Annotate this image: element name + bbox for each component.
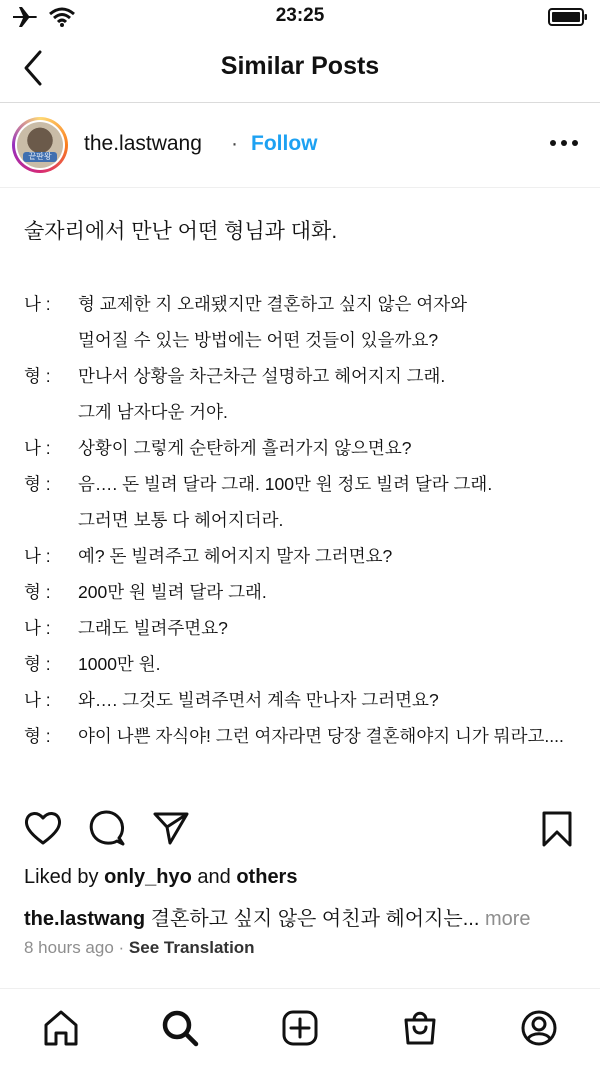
speaker-label: 형 : (24, 474, 51, 494)
avatar[interactable] (12, 117, 68, 173)
speaker-label (24, 322, 78, 358)
dialogue-line (24, 646, 594, 682)
dialogue-line (24, 682, 594, 718)
plus-square-icon[interactable] (281, 1009, 319, 1047)
dialogue (24, 286, 594, 754)
post-heading: 술자리에서 만난 어떤 형님과 대화. (24, 220, 338, 243)
dialogue-line (24, 322, 594, 358)
status-time: 23:25 (275, 5, 325, 26)
see-translation-link[interactable]: See Translation (128, 938, 255, 957)
dialogue-text: 멀어질 수 있는 방법에는 어떤 것들이 있을까요? (78, 330, 439, 350)
speaker-label: 나 : (24, 294, 51, 314)
dialogue-text: 그러면 보통 다 헤어지더라. (78, 510, 284, 530)
caption-text: 결혼하고 싶지 않은 여친과 헤어지는... (145, 908, 480, 930)
dialogue-text: 1000만 원. (78, 654, 161, 674)
dialogue-text: 만나서 상황을 차근차근 설명하고 헤어지지 그래. (78, 366, 446, 386)
speaker-label: 형 : (24, 366, 51, 386)
dialogue-text: 200만 원 빌려 달라 그래. (78, 582, 267, 602)
dialogue-line (24, 502, 594, 538)
dialogue-text: 그게 남자다운 거야. (78, 402, 228, 422)
dialogue-line (24, 286, 594, 322)
battery-icon (548, 8, 588, 26)
dialogue-text: 상황이 그렇게 순탄하게 흘러가지 않으면요? (78, 438, 412, 458)
speaker-label: 형 : (24, 654, 51, 674)
speaker-label (24, 394, 78, 430)
speaker-label: 나 : (24, 690, 51, 710)
dialogue-line (24, 610, 594, 646)
caption (24, 902, 531, 931)
nav-header (0, 34, 600, 103)
avatar-image (17, 122, 63, 168)
comment-icon[interactable] (88, 810, 126, 846)
post-username[interactable]: the.lastwang (84, 132, 202, 155)
dialogue-line (24, 358, 594, 394)
tab-bar (0, 988, 600, 1068)
speaker-label: 나 : (24, 618, 51, 638)
post-content (24, 214, 584, 746)
dialogue-line (24, 718, 594, 754)
caption-username[interactable]: the.lastwang (24, 908, 146, 930)
dialogue-text: 야이 나쁜 자식야! 그런 여자라면 당장 결혼해야지 니가 뭐라고.... (78, 726, 564, 746)
meta-separator: · (113, 938, 129, 957)
page-title: Similar Posts (220, 52, 380, 80)
dialogue-text: 그래도 빌려주면요? (78, 618, 228, 638)
liked-by-others[interactable]: others (236, 866, 298, 888)
caption-more-link[interactable]: more (479, 908, 531, 930)
dialogue-text: 음…. 돈 빌려 달라 그래. 100만 원 정도 빌려 달라 그래. (78, 474, 493, 494)
post-header (0, 103, 600, 188)
likes-prefix: Liked by (24, 866, 105, 888)
search-icon[interactable] (161, 1009, 199, 1047)
speaker-label: 나 : (24, 546, 51, 566)
dialogue-text: 와…. 그것도 빌려주면서 계속 만나자 그러면요? (78, 690, 439, 710)
likes-middle: and (191, 866, 237, 888)
speaker-label: 나 : (24, 438, 51, 458)
profile-icon[interactable] (520, 1009, 558, 1047)
dialogue-line (24, 430, 594, 466)
dialogue-text: 형 교제한 지 오래됐지만 결혼하고 싶지 않은 여자와 (78, 294, 468, 314)
liked-by-user[interactable]: only_hyo (104, 866, 192, 888)
shopping-bag-icon[interactable] (401, 1009, 439, 1047)
send-icon[interactable] (152, 810, 190, 846)
post-actions (0, 808, 600, 848)
dialogue-text: 예? 돈 빌려주고 헤어지지 말자 그러면요? (78, 546, 393, 566)
home-icon[interactable] (42, 1009, 80, 1047)
dialogue-line (24, 574, 594, 610)
dialogue-line (24, 538, 594, 574)
follow-button[interactable]: Follow (251, 132, 318, 155)
avatar-text: 끝판왕 (23, 152, 57, 162)
status-bar (0, 0, 600, 34)
heart-icon[interactable] (24, 810, 62, 846)
speaker-label (24, 502, 78, 538)
speaker-label: 형 : (24, 726, 51, 746)
likes-text (24, 866, 297, 889)
username-separator: · (231, 132, 238, 155)
dialogue-line (24, 466, 594, 502)
bookmark-icon[interactable] (540, 810, 574, 848)
speaker-label: 형 : (24, 582, 51, 602)
more-horizontal-icon[interactable] (548, 133, 580, 153)
post-meta (24, 938, 255, 958)
dialogue-line (24, 394, 594, 430)
post-time: 8 hours ago (24, 938, 114, 957)
